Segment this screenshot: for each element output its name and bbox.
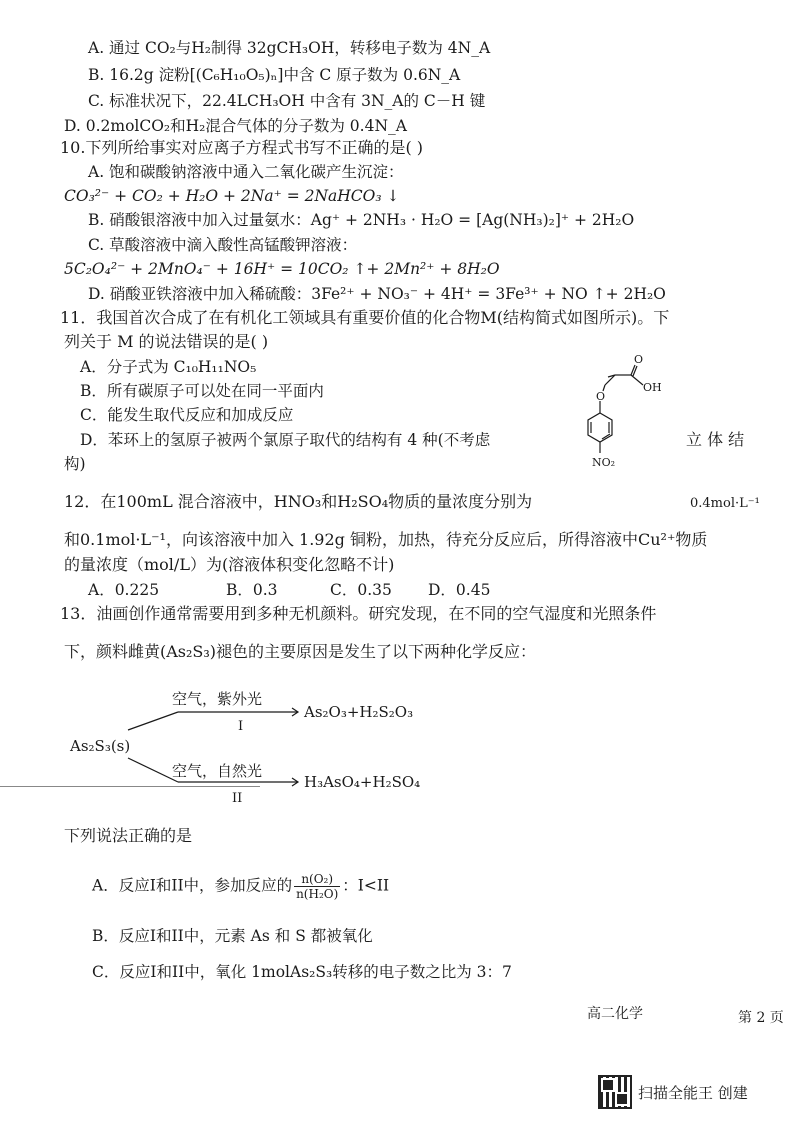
structure-ether-oxygen: O [596, 390, 606, 403]
q13-option-a [92, 872, 389, 901]
q13-option-c: C．反应I和II中，氧化 1molAs₂S₃转移的电子数之比为 3：7 [92, 963, 512, 981]
q13-option-a-comparison: ：I<II [342, 876, 390, 895]
q12-option-c: C．0.35 [330, 581, 392, 599]
structure-hydroxyl: OH [643, 381, 662, 394]
q13-option-b: B．反应I和II中，元素 As 和 S 都被氧化 [92, 927, 373, 945]
q12-line1: 12．在100mL 混合溶液中，HNO₃和H₂SO₄物质的量浓度分别为 [64, 492, 533, 511]
q9-option-b: B. 16.2g 淀粉[(C₆H₁₀O₅)ₙ]中含 C 原子数为 0.6N_A [88, 66, 461, 84]
q10-option-a: A. 饱和碳酸钠溶液中通入二氧化碳产生沉淀： [88, 163, 404, 181]
q10-option-a-equation: CO₃²⁻ + CO₂ + H₂O + 2Na⁺ = 2NaHCO₃ ↓ [64, 187, 400, 205]
q13-prompt: 下列说法正确的是 [64, 826, 193, 845]
footer-page-number: 第 2 页 [738, 1010, 784, 1026]
scan-artifact-line [0, 786, 260, 787]
structure-nitro-group: NO₂ [592, 456, 616, 469]
q13-line1: 13．油画创作通常需要用到多种无机颜料。研究发现，在不同的空气湿度和光照条件 [60, 604, 657, 623]
scheme-lower-label: II [232, 791, 243, 806]
q13-line2: 下，颜料雌黄(As₂S₃)褪色的主要原因是发生了以下两种化学反应： [64, 642, 537, 661]
scheme-lower-condition: 空气，自然光 [172, 762, 263, 780]
scheme-upper-product: As₂O₃+H₂S₂O₃ [304, 703, 414, 721]
q12-line3: 的量浓度（mol/L）为(溶液体积变化忽略不计) [64, 555, 395, 574]
scheme-reactant: As₂S₃(s) [70, 737, 131, 755]
fraction-numerator: n(O₂) [294, 872, 340, 887]
q11-stem-line1: 11．我国首次合成了在有机化工领域具有重要价值的化合物M(结构简式如图所示)。下 [60, 308, 670, 327]
q11-option-a: A．分子式为 C₁₀H₁₁NO₅ [80, 358, 257, 376]
q11-stem-line2: 列关于 M 的说法错误的是( ) [64, 332, 269, 351]
qr-code-icon [598, 1075, 632, 1109]
q10-option-c: C. 草酸溶液中滴入酸性高锰酸钾溶液： [88, 236, 358, 254]
q13-option-a-text: A．反应I和II中，参加反应的 [92, 876, 293, 895]
reaction-scheme [60, 680, 460, 815]
structure-carbonyl-oxygen: O [634, 355, 644, 366]
q9-option-c: C. 标准状况下，22.4LCH₃OH 中含有 3N_A的 C－H 键 [88, 92, 486, 110]
scheme-upper-condition: 空气，紫外光 [172, 690, 263, 708]
scheme-lower-product: H₃AsO₄+H₂SO₄ [304, 773, 421, 791]
q11-option-d: D．苯环上的氢原子被两个氯原子取代的结构有 4 种(不考虑 [80, 431, 491, 449]
q12-option-d: D．0.45 [428, 581, 491, 599]
scheme-upper-label: I [238, 719, 244, 734]
q12-line2: 和0.1mol·L⁻¹，向该溶液中加入 1.92g 铜粉，加热，待充分反应后，所得溶液中Cu²⁺物质 [64, 530, 708, 549]
q11-option-d-end: 构) [64, 455, 86, 473]
q12-option-a: A．0.225 [88, 581, 160, 599]
q12-option-b: B．0.3 [226, 581, 278, 599]
q12-line1-value: 0.4mol·L⁻¹ [690, 496, 760, 511]
scanner-watermark: 扫描全能王 创建 [638, 1084, 748, 1102]
q13-option-a-fraction [294, 872, 340, 901]
q9-option-d: D. 0.2molCO₂和H₂混合气体的分子数为 0.4N_A [64, 117, 407, 135]
q11-option-b: B．所有碳原子可以处在同一平面内 [80, 382, 324, 400]
q10-option-b: B. 硝酸银溶液中加入过量氨水：Ag⁺ + 2NH₃ · H₂O = [Ag(NH₃)₂]⁺ + 2H₂O [88, 211, 635, 229]
q10-option-c-equation: 5C₂O₄²⁻ + 2MnO₄⁻ + 16H⁺ = 10CO₂ ↑+ 2Mn²⁺ + 8H₂O [64, 260, 500, 278]
fraction-denominator: n(H₂O) [296, 887, 339, 901]
footer-subject: 高二化学 [587, 1006, 643, 1022]
q10-stem: 10.下列所给事实对应离子方程式书写不正确的是( ) [60, 138, 424, 157]
q11-option-c: C．能发生取代反应和加成反应 [80, 406, 294, 424]
q9-option-a: A. 通过 CO₂与H₂制得 32gCH₃OH，转移电子数为 4N_A [88, 39, 491, 57]
q10-option-d: D. 硝酸亚铁溶液中加入稀硫酸：3Fe²⁺ + NO₃⁻ + 4H⁺ = 3Fe³⁺ + NO ↑+ 2H₂O [88, 285, 666, 303]
compound-m-structure [575, 355, 685, 480]
q11-option-d-continuation: 立 体 结 [686, 430, 745, 449]
